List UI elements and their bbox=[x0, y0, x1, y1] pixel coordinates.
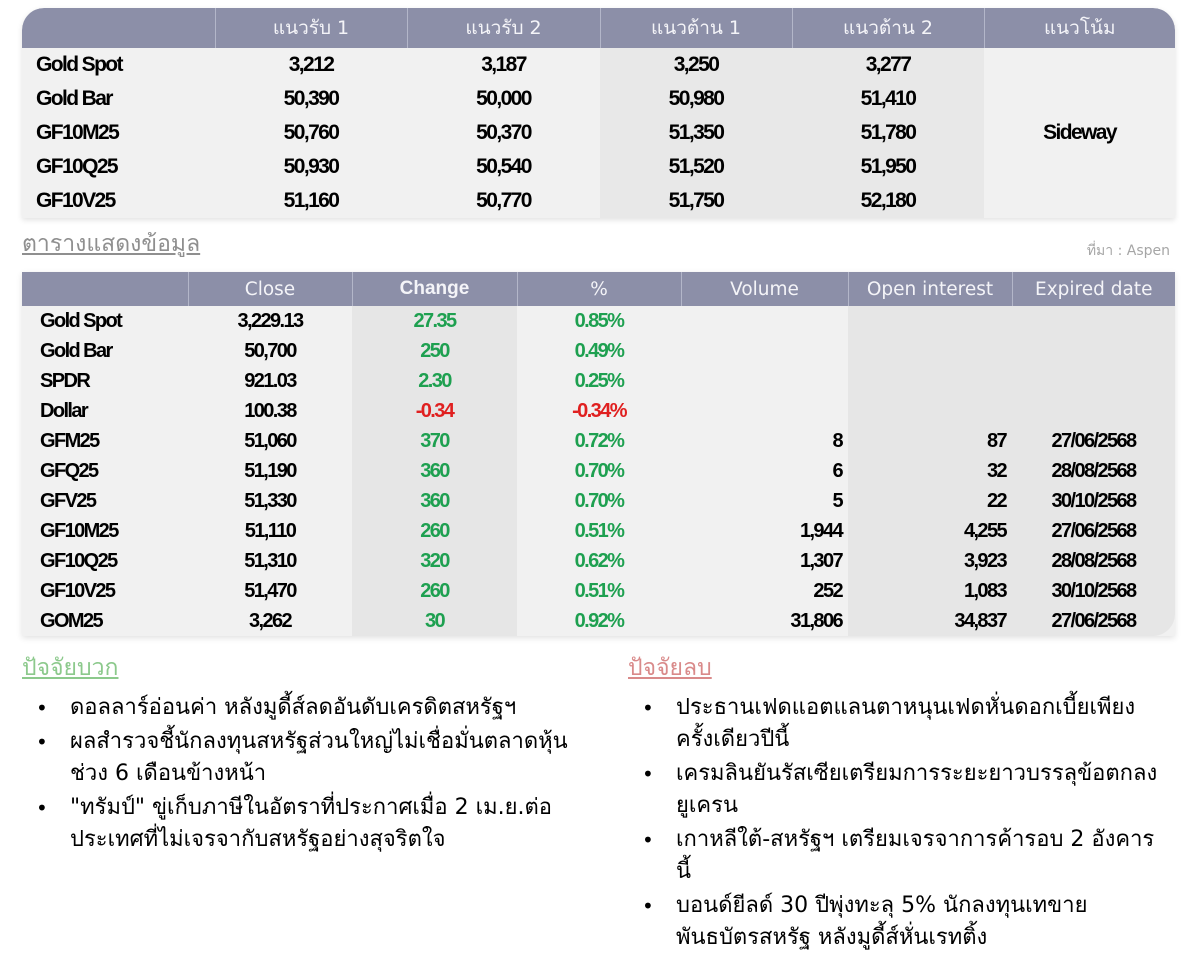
close-value: 921.03 bbox=[244, 369, 296, 392]
expired-date-value: 27/06/2568 bbox=[1012, 516, 1175, 546]
bullet-icon: • bbox=[36, 730, 48, 754]
percent-change: 0.85% bbox=[574, 309, 624, 332]
change-value: 27.35 bbox=[352, 306, 517, 336]
bullet-icon: • bbox=[642, 894, 654, 918]
change-value: 320 bbox=[352, 546, 517, 576]
header-blank bbox=[22, 8, 215, 48]
bullet-icon: • bbox=[642, 696, 654, 720]
instrument-name: SPDR bbox=[40, 369, 90, 392]
list-item: • ดอลลาร์อ่อนค่า หลังมูดี้ส์ลดอันดับเครดิตสหรัฐฯ bbox=[70, 692, 582, 724]
support-1: 50,390 bbox=[283, 87, 339, 110]
instrument-name: GFQ25 bbox=[40, 459, 98, 482]
close-value: 100.38 bbox=[244, 399, 296, 422]
volume-value: 31,806 bbox=[790, 609, 842, 632]
table-header-row bbox=[22, 8, 1175, 48]
open-interest-value bbox=[848, 306, 1012, 336]
change-value: 30 bbox=[352, 606, 517, 636]
positive-factors-title: ปัจจัยบวก bbox=[22, 655, 119, 681]
table-header-row bbox=[22, 272, 1175, 306]
close-value: 51,190 bbox=[244, 459, 296, 482]
data-table-title: ตารางแสดงข้อมูล bbox=[22, 231, 201, 257]
data-source-label: ที่มา : Aspen bbox=[1086, 243, 1170, 259]
list-item: • เกาหลีใต้-สหรัฐฯ เตรียมเจรจาการค้ารอบ 2 อังคารนี้ bbox=[676, 824, 1168, 888]
resistance-1: 51,520 bbox=[600, 150, 792, 184]
percent-change: 0.72% bbox=[574, 429, 624, 452]
header-percent: % bbox=[517, 272, 681, 306]
resistance-2: 3,277 bbox=[792, 48, 984, 82]
negative-factors-section bbox=[628, 650, 1168, 956]
market-data-table bbox=[22, 272, 1175, 636]
header-support-2: แนวรับ 2 bbox=[407, 8, 600, 48]
percent-change: 0.25% bbox=[574, 369, 624, 392]
percent-change: 0.49% bbox=[574, 339, 624, 362]
support-2: 3,187 bbox=[481, 53, 526, 76]
change-value: 260 bbox=[352, 576, 517, 606]
instrument-name: GF10Q25 bbox=[36, 155, 118, 178]
percent-change: -0.34% bbox=[572, 399, 626, 422]
instrument-name: Gold Bar bbox=[36, 87, 112, 110]
resistance-2: 51,780 bbox=[792, 116, 984, 150]
percent-change: 0.51% bbox=[574, 579, 624, 602]
header-resistance-1: แนวต้าน 1 bbox=[600, 8, 792, 48]
change-value: 250 bbox=[352, 336, 517, 366]
expired-date-value: 28/08/2568 bbox=[1012, 456, 1175, 486]
open-interest-value: 87 bbox=[848, 426, 1012, 456]
table-row bbox=[22, 306, 1175, 336]
close-value: 51,310 bbox=[244, 549, 296, 572]
change-value: 360 bbox=[352, 456, 517, 486]
volume-value bbox=[681, 396, 848, 426]
negative-factors-list bbox=[628, 692, 1168, 954]
list-item: • "ทรัมป์" ขู่เก็บภาษีในอัตราที่ประกาศเมื่อ 2 เม.ย.ต่อประเทศที่ไม่เจรจากับสหรัฐอย่างสุจริตใจ bbox=[70, 792, 582, 856]
expired-date-value: 27/06/2568 bbox=[1012, 606, 1175, 636]
open-interest-value: 3,923 bbox=[848, 546, 1012, 576]
table-row bbox=[22, 336, 1175, 366]
percent-change: 0.70% bbox=[574, 459, 624, 482]
support-1: 51,160 bbox=[283, 189, 339, 212]
volume-value bbox=[681, 336, 848, 366]
close-value: 51,330 bbox=[244, 489, 296, 512]
table-row bbox=[22, 546, 1175, 576]
instrument-name: GF10Q25 bbox=[40, 549, 117, 572]
close-value: 51,110 bbox=[244, 519, 296, 542]
header-change: Change bbox=[352, 272, 517, 306]
header-close: Close bbox=[188, 272, 352, 306]
instrument-name: GF10M25 bbox=[40, 519, 118, 542]
instrument-name: GFM25 bbox=[40, 429, 99, 452]
list-item: • เครมลินยันรัสเซียเตรียมการระยะยาวบรรลุข้อตกลงยูเครน bbox=[676, 758, 1168, 822]
support-1: 3,212 bbox=[288, 53, 334, 76]
positive-factors-section bbox=[22, 650, 582, 858]
close-value: 3,262 bbox=[248, 609, 292, 632]
instrument-name: GFV25 bbox=[40, 489, 96, 512]
table-row bbox=[22, 48, 1175, 82]
table-row bbox=[22, 606, 1175, 636]
list-item: • บอนด์ยีลด์ 30 ปีพุ่งทะลุ 5% นักลงทุนเทขายพันธบัตรสหรัฐ หลังมูดี้ส์หั่นเรทติ้ง bbox=[676, 890, 1168, 954]
table-row bbox=[22, 486, 1175, 516]
header-resistance-2: แนวต้าน 2 bbox=[792, 8, 984, 48]
open-interest-value: 4,255 bbox=[848, 516, 1012, 546]
instrument-name: Dollar bbox=[40, 399, 88, 422]
resistance-1: 50,980 bbox=[600, 82, 792, 116]
instrument-name: GF10M25 bbox=[36, 121, 119, 144]
table-row bbox=[22, 366, 1175, 396]
instrument-name: GF10V25 bbox=[40, 579, 115, 602]
negative-factors-title: ปัจจัยลบ bbox=[628, 655, 712, 681]
resistance-1: 51,350 bbox=[600, 116, 792, 150]
header-trend: แนวโน้ม bbox=[984, 8, 1175, 48]
volume-value: 1,944 bbox=[799, 519, 842, 542]
bullet-icon: • bbox=[642, 828, 654, 852]
expired-date-value bbox=[1012, 336, 1175, 366]
volume-value bbox=[681, 306, 848, 336]
percent-change: 0.92% bbox=[574, 609, 624, 632]
volume-value: 1,307 bbox=[799, 549, 842, 572]
support-2: 50,540 bbox=[476, 155, 531, 178]
expired-date-value bbox=[1012, 366, 1175, 396]
resistance-1: 51,750 bbox=[600, 184, 792, 218]
support-resistance-table bbox=[22, 8, 1175, 218]
table-row bbox=[22, 516, 1175, 546]
change-value: -0.34 bbox=[352, 396, 517, 426]
open-interest-value bbox=[848, 336, 1012, 366]
expired-date-value bbox=[1012, 396, 1175, 426]
volume-value bbox=[681, 366, 848, 396]
resistance-2: 52,180 bbox=[792, 184, 984, 218]
header-open-interest: Open interest bbox=[848, 272, 1012, 306]
header-blank bbox=[22, 272, 188, 306]
expired-date-value: 30/10/2568 bbox=[1012, 486, 1175, 516]
open-interest-value bbox=[848, 396, 1012, 426]
instrument-name: Gold Spot bbox=[36, 53, 122, 76]
change-value: 2.30 bbox=[352, 366, 517, 396]
table-row bbox=[22, 576, 1175, 606]
header-expired-date: Expired date bbox=[1012, 272, 1175, 306]
bullet-icon: • bbox=[36, 696, 48, 720]
expired-date-value: 27/06/2568 bbox=[1012, 426, 1175, 456]
expired-date-value: 28/08/2568 bbox=[1012, 546, 1175, 576]
support-1: 50,760 bbox=[283, 121, 339, 144]
percent-change: 0.51% bbox=[574, 519, 624, 542]
close-value: 50,700 bbox=[244, 339, 296, 362]
table-row bbox=[22, 396, 1175, 426]
open-interest-value: 32 bbox=[848, 456, 1012, 486]
open-interest-value: 22 bbox=[848, 486, 1012, 516]
list-item: • ผลสำรวจชี้นักลงทุนสหรัฐส่วนใหญ่ไม่เชื่อมั่นตลาดหุ้นช่วง 6 เดือนข้างหน้า bbox=[70, 726, 582, 790]
table-row bbox=[22, 456, 1175, 486]
header-support-1: แนวรับ 1 bbox=[215, 8, 407, 48]
bullet-icon: • bbox=[36, 796, 48, 820]
list-item: • ประธานเฟดแอตแลนตาหนุนเฟดหั่นดอกเบี้ยเพียงครั้งเดียวปีนี้ bbox=[676, 692, 1168, 756]
support-2: 50,000 bbox=[476, 87, 531, 110]
support-1: 50,930 bbox=[283, 155, 339, 178]
resistance-2: 51,950 bbox=[792, 150, 984, 184]
close-value: 3,229.13 bbox=[237, 309, 303, 332]
positive-factors-list bbox=[22, 692, 582, 856]
percent-change: 0.70% bbox=[574, 489, 624, 512]
header-volume: Volume bbox=[681, 272, 848, 306]
bullet-icon: • bbox=[642, 762, 654, 786]
support-2: 50,370 bbox=[476, 121, 531, 144]
support-2: 50,770 bbox=[476, 189, 531, 212]
table-row bbox=[22, 426, 1175, 456]
change-value: 260 bbox=[352, 516, 517, 546]
trend-value: Sideway bbox=[1043, 121, 1116, 144]
instrument-name: Gold Bar bbox=[40, 339, 112, 362]
percent-change: 0.62% bbox=[574, 549, 624, 572]
expired-date-value bbox=[1012, 306, 1175, 336]
resistance-1: 3,250 bbox=[600, 48, 792, 82]
change-value: 360 bbox=[352, 486, 517, 516]
open-interest-value: 34,837 bbox=[848, 606, 1012, 636]
change-value: 370 bbox=[352, 426, 517, 456]
open-interest-value: 1,083 bbox=[848, 576, 1012, 606]
instrument-name: Gold Spot bbox=[40, 309, 122, 332]
close-value: 51,060 bbox=[244, 429, 296, 452]
volume-value: 252 bbox=[813, 579, 842, 602]
volume-value: 8 bbox=[832, 429, 842, 452]
instrument-name: GOM25 bbox=[40, 609, 103, 632]
close-value: 51,470 bbox=[244, 579, 296, 602]
open-interest-value bbox=[848, 366, 1012, 396]
instrument-name: GF10V25 bbox=[36, 189, 115, 212]
expired-date-value: 30/10/2568 bbox=[1012, 576, 1175, 606]
resistance-2: 51,410 bbox=[792, 82, 984, 116]
volume-value: 6 bbox=[832, 459, 842, 482]
volume-value: 5 bbox=[832, 489, 842, 512]
